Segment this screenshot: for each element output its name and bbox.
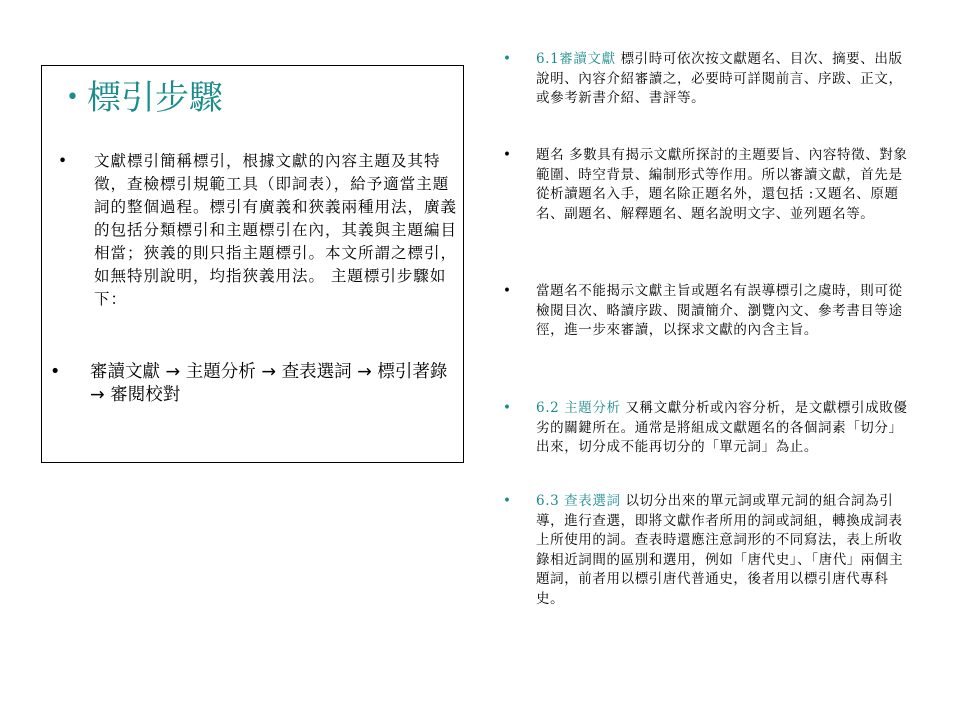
item1-bullet: • [503,51,512,67]
item5-bullet: • [503,493,512,509]
item1-text: 標引時可依次按文獻題名、目次、摘要、出版說明、內容介紹審讀之，必要時可詳閱前言、序跋、正文，或參考新書介紹、書評等。 [536,51,903,106]
box-title-text: 標引步驟 [86,78,223,118]
item-term-selection [500,492,910,609]
item-when-title-insufficient [500,282,910,341]
steps-text: 審讀文獻 → 主題分析 → 查表選詞 → 標引著錄 → 審閱校對 [90,362,448,405]
box-title [66,76,223,120]
intro-paragraph [58,150,458,311]
item4-bullet: • [503,400,512,416]
item-review-document [500,50,910,109]
item4-text: 又稱文獻分析或內容分析，是文獻標引成敗優劣的關鍵所在。通常是將組成文獻題名的各個詞素「切分」出來，切分成不能再切分的「單元詞」為止。 [536,400,908,455]
item5-text: 以切分出來的單元詞或單元詞的組合詞為引導，進行查選，即將文獻作者所用的詞或詞組，轉換成詞表上所使用的詞。查表時還應注意詞形的不同寫法，表上所收錄相近詞間的區別和選用，例如「唐代史」、「唐代」兩個主題詞，前者用以標引唐代普通史，後者用以標引唐代專科史。 [536,493,904,607]
summary-box [41,65,464,463]
item3-bullet: • [503,283,512,299]
item3-text: 當題名不能揭示文獻主旨或題名有誤導標引之虞時，則可從檢閱目次、略讀序跋、閱讀簡介、瀏覽內文、參考書目等途徑，進一步來審讀，以探求文獻的內含主旨。 [536,283,903,338]
item2-bullet: • [503,147,512,163]
item-subject-analysis [500,399,910,458]
item2-text: 題名 多數具有揭示文獻所探討的主題要旨、內容特徵、對象範圍、時空背景、編制形式等作用。所以審讀文獻，首先是從析讀題名入手，題名除正題名外，還包括 :又題名、原題名、副題名、解釋題名、題名說明文字、並列題名等。 [536,147,908,222]
title-bullet: • [66,85,79,110]
steps-bullet: • [50,362,61,382]
item1-heading: 6.1審讀文獻 [536,51,616,67]
intro-bullet: • [58,152,69,170]
item5-heading: 6.3 查表選詞 [536,493,621,509]
steps-paragraph [50,361,460,407]
intro-text: 文獻標引簡稱標引，根據文獻的內容主題及其特徵，查檢標引規範工具（即詞表），給予適當主題詞的整個過程。標引有廣義和狹義兩種用法，廣義的包括分類標引和主題標引在內，其義與主題編目相當；狹義的則只指主題標引。本文所謂之標引，如無特別說明，均指狹義用法。 主題標引步驟如下： [94,152,458,308]
item4-heading: 6.2 主題分析 [536,400,621,416]
item-title [500,146,910,224]
